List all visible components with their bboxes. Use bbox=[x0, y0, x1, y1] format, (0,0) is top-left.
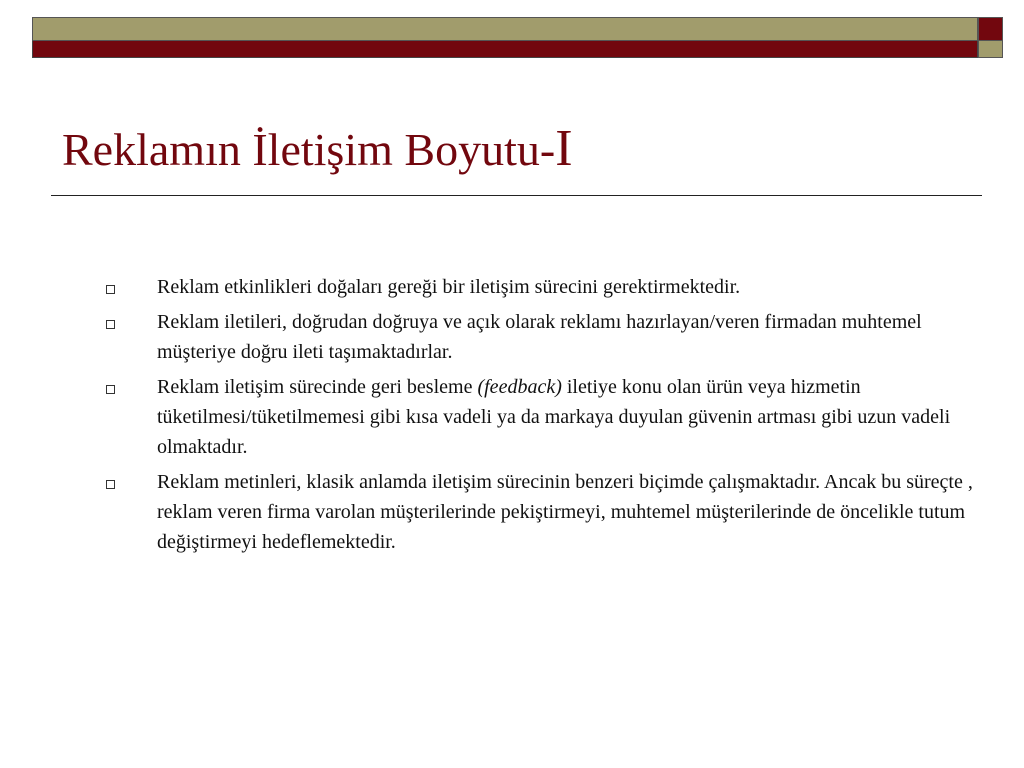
bullet-item bbox=[106, 372, 986, 462]
header-square-maroon bbox=[978, 17, 1003, 41]
bullet-text-before: Reklam iletişim sürecinde geri besleme bbox=[157, 376, 478, 398]
header-bar-maroon bbox=[32, 41, 978, 58]
slide-title-text: Reklamın İletişim Boyutu- bbox=[62, 124, 556, 175]
bullet-item bbox=[106, 272, 986, 302]
header-bar-olive bbox=[32, 17, 978, 41]
title-divider bbox=[51, 195, 982, 196]
bullet-list bbox=[106, 272, 986, 562]
hollow-square-bullet-icon bbox=[106, 285, 115, 294]
bullet-item bbox=[106, 307, 986, 367]
hollow-square-bullet-icon bbox=[106, 480, 115, 489]
bullet-emphasis: (feedback) bbox=[477, 376, 562, 398]
hollow-square-bullet-icon bbox=[106, 320, 115, 329]
slide-title-suffix: I bbox=[555, 120, 573, 177]
header-square-olive bbox=[978, 41, 1003, 58]
hollow-square-bullet-icon bbox=[106, 385, 115, 394]
bullet-item bbox=[106, 467, 986, 557]
slide-title bbox=[62, 116, 573, 183]
bullet-text-after: iletiye konu olan ürün veya hizmetin tüketilmesi/tüketilmemesi gibi kısa vadeli ya da markaya duyulan güvenin artması gibi uzun vadeli olmaktadır. bbox=[157, 376, 951, 458]
bullet-text: Reklam iletileri, doğrudan doğruya ve açık olarak reklamı hazırlayan/veren firmadan muhtemel müşteriye doğru ileti taşımaktadırlar. bbox=[157, 311, 922, 363]
bullet-text: Reklam etkinlikleri doğaları gereği bir iletişim sürecini gerektirmektedir. bbox=[157, 276, 741, 298]
bullet-text: Reklam metinleri, klasik anlamda iletişim sürecinin benzeri biçimde çalışmaktadır. Ancak bu süreçte , reklam veren firma varolan müşterilerinde pekiştirmeyi, muhtemel müşterilerinde de öncelikle tutum değiştirmeyi hedeflemektedir. bbox=[157, 471, 973, 553]
